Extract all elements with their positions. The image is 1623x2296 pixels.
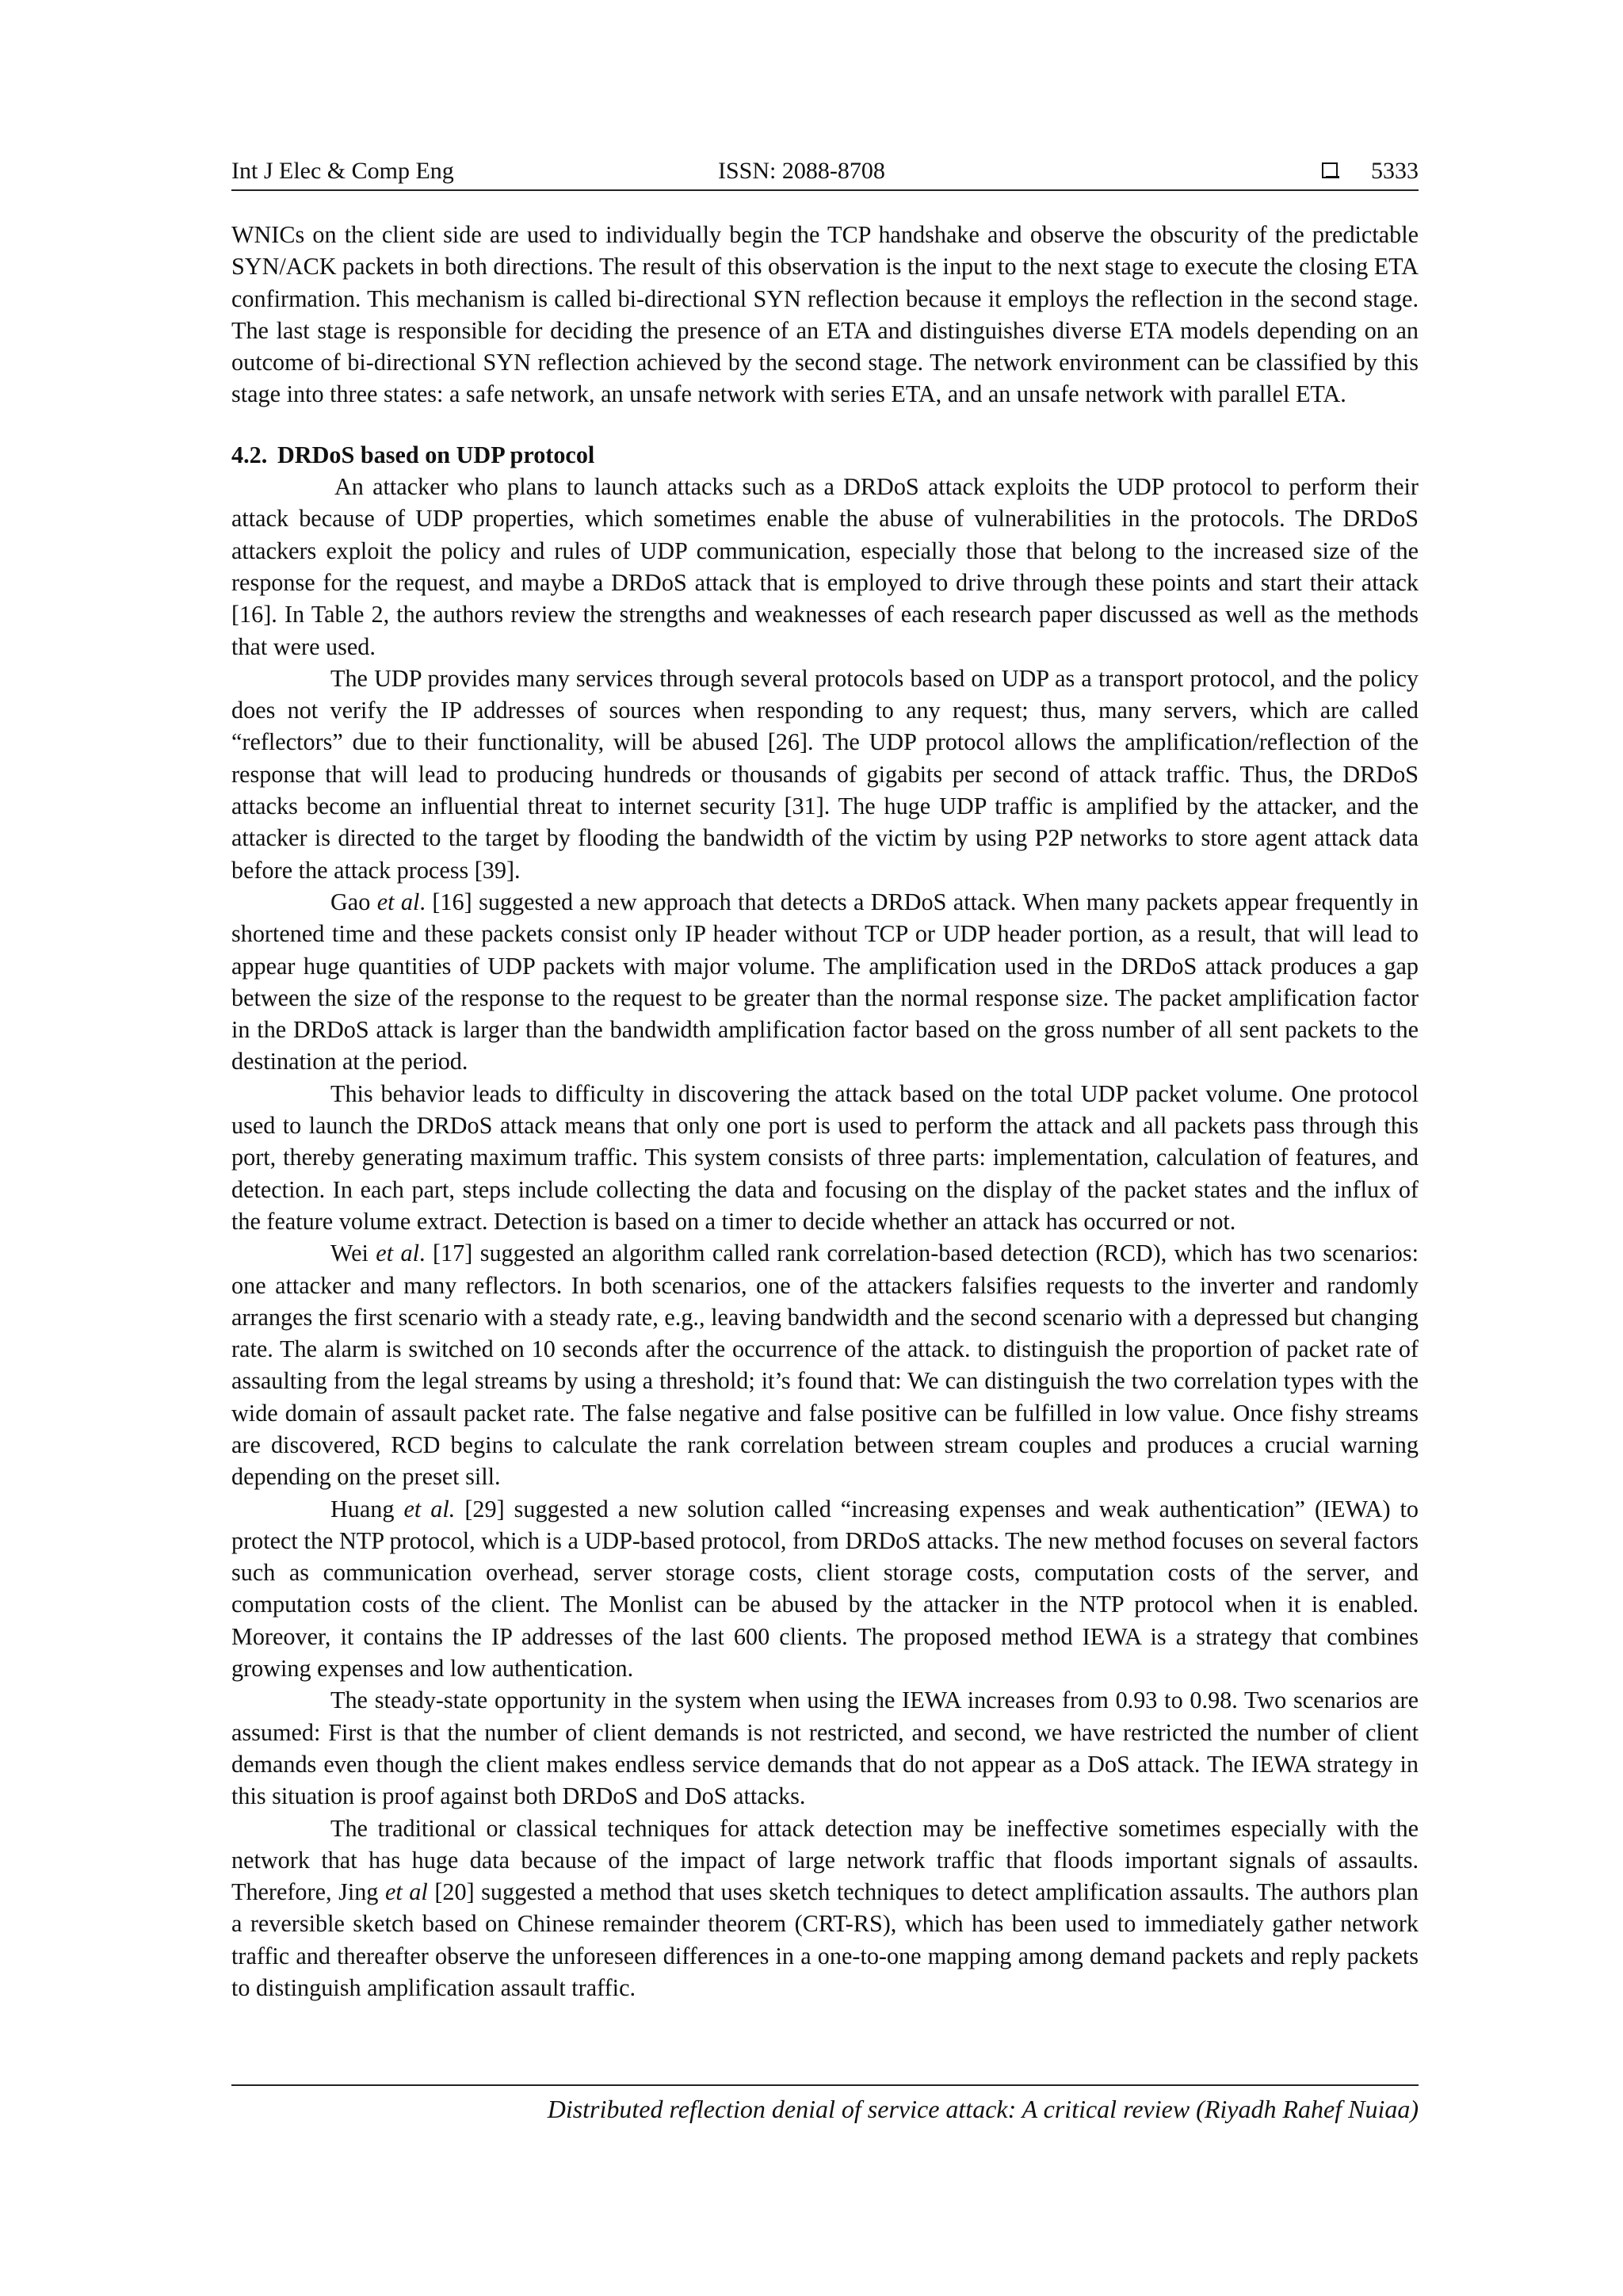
footer-divider xyxy=(231,2084,1419,2086)
section-title: DRDoS based on UDP protocol xyxy=(277,441,595,468)
page-number: 5333 xyxy=(1371,158,1419,184)
paragraph-3-text: . [16] suggested a new approach that detects a DRDoS attack. When many packets appear frequently in shortened time and these packets consist only IP header without TCP or UDP header portion, as a result, that will lead to appear huge quantities of UDP packets with major volume. The amplification used in the DRDoS attack produces a gap between the size of the response to the request to be greater than the normal response size. The packet amplification factor in the DRDoS attack is larger than the bandwidth amplification factor based on the gross number of all sent packets to the destination at the period. xyxy=(231,888,1419,1075)
citation-etal: et al. xyxy=(403,1495,456,1522)
citation-author: Huang xyxy=(330,1495,404,1522)
paragraph-4: This behavior leads to difficulty in discovering the attack based on the total UDP packet volume. One protocol used to launch the DRDoS attack means that only one port is used to perform the attack and all packets pass through this port, thereby generating maximum traffic. This system consists of three parts: implementation, calculation of features, and detection. In each part, steps include collecting the data and focusing on the display of the packet states and the influx of the feature volume extract. Detection is based on a timer to decide whether an attack has occurred or not. xyxy=(231,1079,1419,1235)
running-footer: Distributed reflection denial of service attack: A critical review (Riyadh Rahef Nuiaa) xyxy=(547,2095,1419,2123)
journal-name: Int J Elec & Comp Eng xyxy=(231,158,454,184)
issn-label: ISSN: 2088-8708 xyxy=(718,158,885,184)
paragraph-6-text: [29] suggested a new solution called “increasing expenses and weak authentication” (IEWA) to protect the NTP protocol, which is a UDP-based protocol, from DRDoS attacks. The new method focuses on several factors such as communication overhead, server storage costs, client storage costs, computation costs of the server, and computation costs of the client. The Monlist can be abused by the attacker in the NTP protocol when it is enabled. Moreover, it contains the IP addresses of the last 600 clients. The proposed method IEWA is a strategy that combines growing expenses and low authentication. xyxy=(231,1495,1419,1683)
paragraph-3 xyxy=(231,886,1419,1078)
running-header xyxy=(231,155,1419,189)
paragraph-8-start: The traditional or classical techniques for attack detection may be ineffective sometimes especially with the network that has huge data because of the impact of large network traffic that floods important signals of assaults. Therefore, Jing xyxy=(231,1814,1419,1906)
square-outline-icon xyxy=(1322,162,1338,178)
paragraph-7: The steady-state opportunity in the system when using the IEWA increases from 0.93 to 0.98. Two scenarios are assumed: First is that the number of client demands is not restricted, and second, we have restricted the number of client demands even though the client makes endless service demands that do not appear as a DoS attack. The IEWA strategy in this situation is proof against both DRDoS and DoS attacks. xyxy=(231,1687,1419,1810)
citation-author: Wei xyxy=(330,1240,376,1267)
body-text xyxy=(231,219,1419,2004)
paragraph-2: The UDP provides many services through several protocols based on UDP as a transport protocol, and the policy does not verify the IP addresses of sources when responding to any request; thus, many servers, which are called “reflectors” due to their functionality, will be abused [26]. The UDP protocol allows the amplification/reflection of the response that will lead to producing hundreds or thousands of gigabits per second of attack traffic. Thus, the DRDoS attacks become an influential threat to internet security [31]. The huge UDP traffic is amplified by the attacker, and the attacker is directed to the target by flooding the bandwidth of the victim by using P2P networks to store agent attack data before the attack process [39]. xyxy=(231,664,1419,884)
section-number: 4.2. xyxy=(231,441,268,468)
citation-etal: et al xyxy=(384,1878,428,1906)
header-divider xyxy=(231,189,1419,191)
paragraph-1: An attacker who plans to launch attacks such as a DRDoS attack exploits the UDP protocol to perform their attack because of UDP properties, which sometimes enable the abuse of vulnerabilities in the protocols. The DRDoS attackers exploit the policy and rules of UDP communication, especially those that belong to the increased size of the response for the request, and maybe a DRDoS attack that is employed to drive through these points and start their attack [16]. In Table 2, the authors review the strengths and weaknesses of each research paper discussed as well as the methods that were used. xyxy=(231,473,1419,660)
paragraph-8 xyxy=(231,1813,1419,2004)
paragraph-5 xyxy=(231,1237,1419,1492)
citation-etal: et al xyxy=(376,1240,419,1267)
citation-author: Gao xyxy=(330,888,377,915)
intro-paragraph: WNICs on the client side are used to individually begin the TCP handshake and observe the obscurity of the predictable SYN/ACK packets in both directions. The result of this observation is the input to the next stage to execute the closing ETA confirmation. This mechanism is called bi-directional SYN reflection because it employs the reflection in the second stage. The last stage is responsible for deciding the presence of an ETA and distinguishes diverse ETA models depending on an outcome of bi-directional SYN reflection achieved by the second stage. The network environment can be classified by this stage into three states: a safe network, an unsafe network with series ETA, and an unsafe network with parallel ETA. xyxy=(231,221,1419,408)
citation-etal: et al xyxy=(376,888,420,915)
section-heading xyxy=(231,439,1419,471)
paragraph-5-text: . [17] suggested an algorithm called rank correlation-based detection (RCD), which has two scenarios: one attacker and many reflectors. In both scenarios, one of the attackers falsifies requests to the inverter and randomly arranges the first scenario with a steady rate, e.g., leaving bandwidth and the second scenario with a depressed but changing rate. The alarm is switched on 10 seconds after the occurrence of the attack. to distinguish the proportion of packet rate of assaulting from the legal streams by using a threshold; it’s found that: We can distinguish the two correlation types with the wide domain of assault packet rate. The false negative and false positive can be fulfilled in low value. Once fishy streams are discovered, RCD begins to calculate the rank correlation between stream couples and produces a crucial warning depending on the preset sill. xyxy=(231,1240,1419,1491)
paragraph-8-text: [20] suggested a method that uses sketch techniques to detect amplification assaults. The authors plan a reversible sketch based on Chinese remainder theorem (CRT-RS), which has been used to immediately gather network traffic and thereafter observe the unforeseen differences in a one-to-one mapping among demand packets and reply packets to distinguish amplification assault traffic. xyxy=(231,1878,1419,2002)
paragraph-6 xyxy=(231,1493,1419,1685)
